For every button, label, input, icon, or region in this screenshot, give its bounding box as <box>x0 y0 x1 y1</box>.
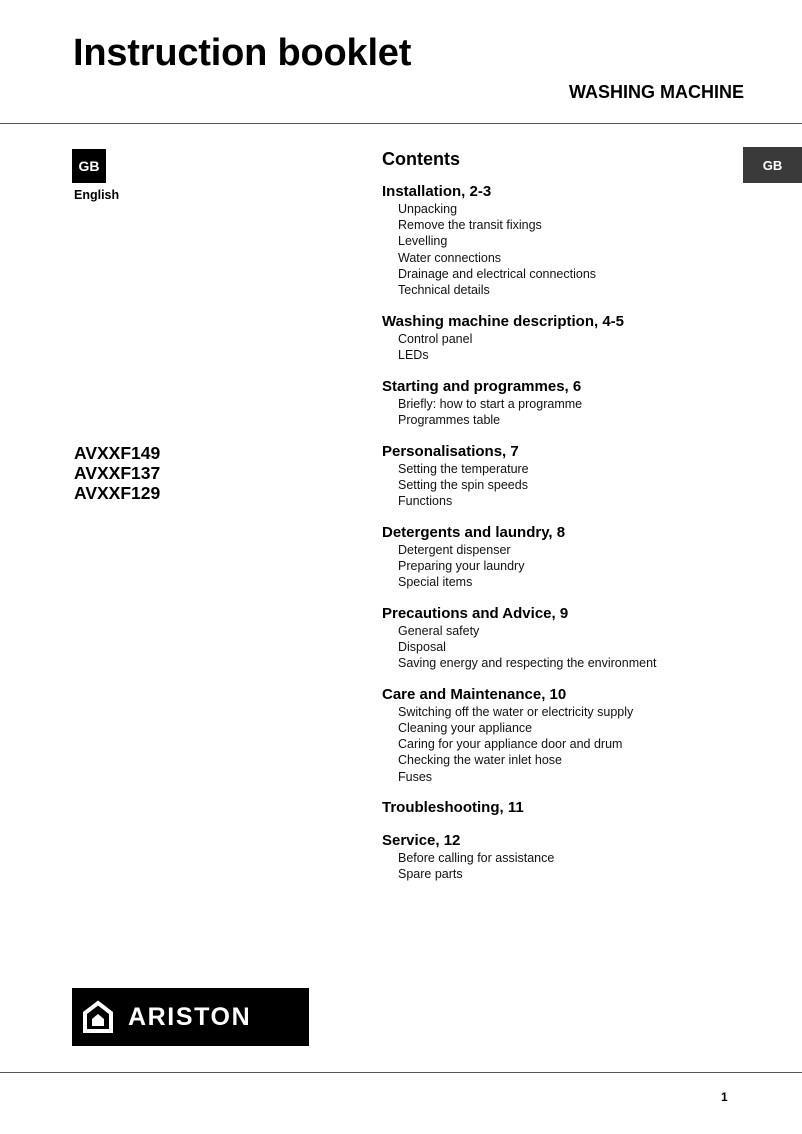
toc-item-list <box>382 623 722 672</box>
contents-title: Contents <box>382 149 460 169</box>
toc-item[interactable]: Checking the water inlet hose <box>398 753 562 768</box>
toc-section-heading[interactable]: Service, 12 <box>382 831 461 849</box>
toc-section <box>382 378 722 428</box>
toc-section <box>382 799 722 817</box>
brand-logo <box>72 988 309 1046</box>
toc-item-list <box>382 201 722 298</box>
toc-item[interactable]: Setting the temperature <box>398 461 529 476</box>
table-of-contents <box>382 147 722 897</box>
toc-item[interactable]: General safety <box>398 623 480 638</box>
toc-sections <box>382 183 722 882</box>
toc-item[interactable]: Water connections <box>398 250 502 265</box>
toc-section-heading[interactable]: Precautions and Advice, 9 <box>382 604 569 622</box>
toc-item-list <box>382 461 722 510</box>
page-title: Instruction booklet <box>73 32 412 74</box>
toc-section <box>382 832 722 882</box>
toc-item[interactable]: Spare parts <box>398 867 463 882</box>
brand-name: ARISTON <box>128 1003 252 1031</box>
toc-section-heading[interactable]: Installation, 2-3 <box>382 183 492 200</box>
header-divider <box>0 123 802 124</box>
toc-item[interactable]: Fuses <box>398 769 433 784</box>
toc-item[interactable]: LEDs <box>398 347 429 362</box>
toc-section-heading[interactable]: Detergents and laundry, 8 <box>382 523 566 541</box>
toc-section <box>382 443 722 510</box>
toc-item[interactable]: Briefly: how to start a programme <box>398 396 583 411</box>
toc-item[interactable]: Before calling for assistance <box>398 850 555 865</box>
house-icon <box>82 1000 114 1034</box>
toc-item[interactable]: Special items <box>398 575 473 590</box>
model-number: AVXXF129 <box>74 483 161 503</box>
language-tab[interactable]: GB <box>743 147 802 183</box>
toc-item[interactable]: Programmes table <box>398 412 501 427</box>
page-number: 1 <box>721 1090 728 1104</box>
toc-item[interactable]: Switching off the water or electricity supply <box>398 704 634 719</box>
language-badge: GB <box>72 149 106 183</box>
toc-item[interactable]: Detergent dispenser <box>398 542 511 557</box>
toc-section <box>382 524 722 591</box>
model-number: AVXXF149 <box>74 443 161 463</box>
toc-section-heading[interactable]: Starting and programmes, 6 <box>382 377 582 395</box>
toc-item-list <box>382 396 722 428</box>
toc-item[interactable]: Disposal <box>398 639 446 654</box>
toc-item[interactable]: Setting the spin speeds <box>398 477 528 492</box>
toc-section-heading[interactable]: Washing machine description, 4-5 <box>382 312 624 330</box>
toc-item[interactable]: Functions <box>398 493 453 508</box>
toc-section <box>382 313 722 363</box>
product-type: WASHING MACHINE <box>569 82 744 102</box>
toc-section <box>382 686 722 785</box>
toc-item[interactable]: Preparing your laundry <box>398 558 525 573</box>
model-list <box>74 443 160 503</box>
toc-item-list <box>382 704 722 785</box>
toc-item-list <box>382 331 722 363</box>
toc-item[interactable]: Cleaning your appliance <box>398 721 533 736</box>
model-number: AVXXF137 <box>74 463 161 483</box>
toc-item[interactable]: Control panel <box>398 331 473 346</box>
toc-item-list <box>382 542 722 591</box>
toc-section-heading[interactable]: Care and Maintenance, 10 <box>382 685 567 703</box>
toc-section-heading[interactable]: Troubleshooting, 11 <box>382 799 524 817</box>
toc-section <box>382 605 722 672</box>
footer-divider <box>0 1072 802 1073</box>
toc-section-heading[interactable]: Personalisations, 7 <box>382 442 519 460</box>
toc-item-list <box>382 850 722 882</box>
toc-item[interactable]: Levelling <box>398 234 448 249</box>
toc-section <box>382 183 722 298</box>
toc-item[interactable]: Remove the transit fixings <box>398 218 542 233</box>
toc-item[interactable]: Caring for your appliance door and drum <box>398 737 623 752</box>
toc-item[interactable]: Technical details <box>398 283 490 298</box>
toc-item[interactable]: Saving energy and respecting the environment <box>398 656 657 671</box>
toc-item[interactable]: Unpacking <box>398 202 458 216</box>
language-name: English <box>74 188 120 202</box>
toc-item[interactable]: Drainage and electrical connections <box>398 266 597 281</box>
